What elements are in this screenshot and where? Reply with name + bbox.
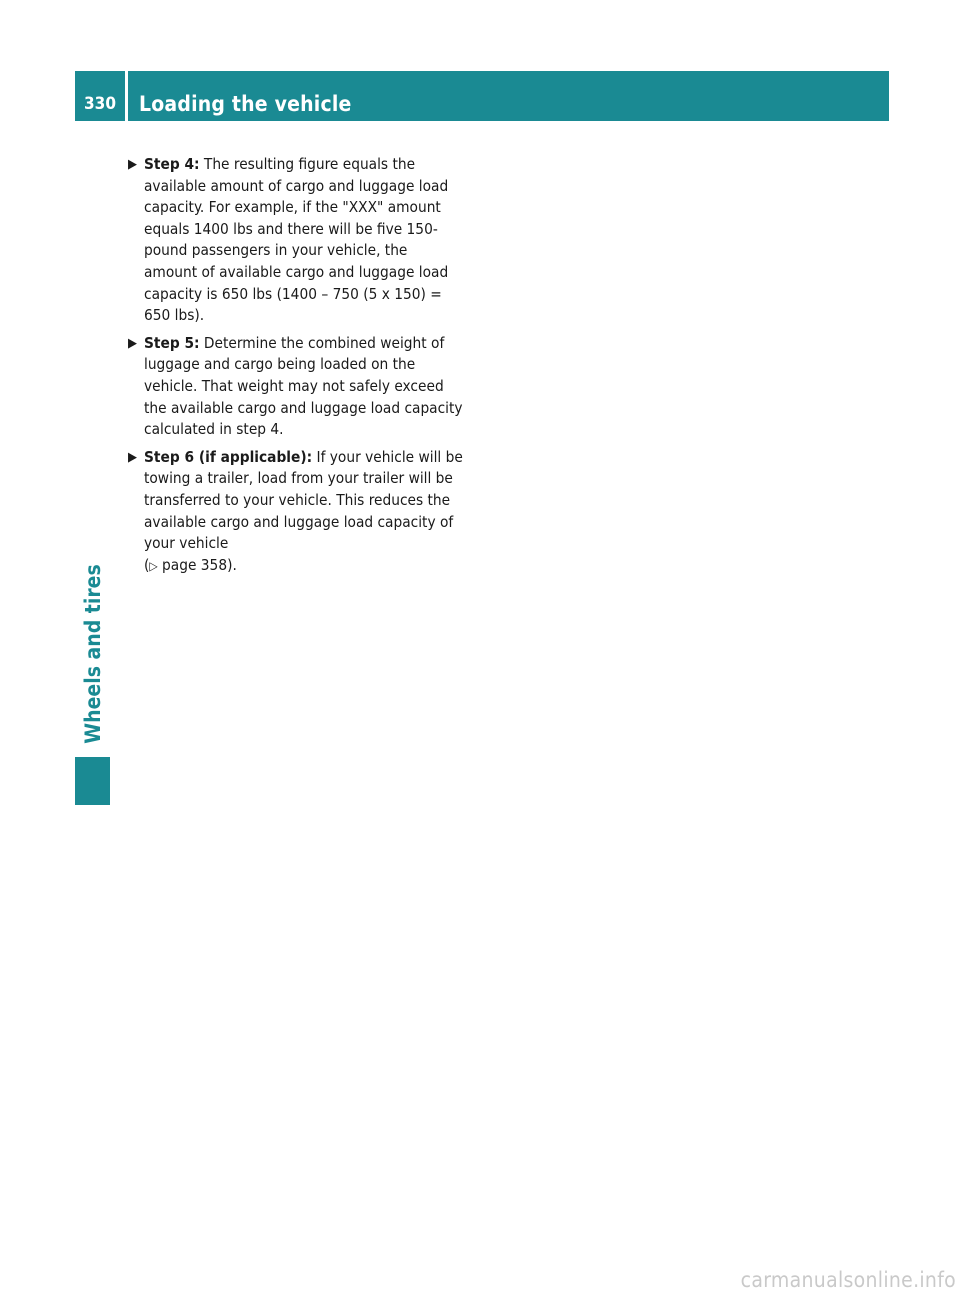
step-item (128, 154, 464, 327)
step-item (128, 333, 464, 441)
step-item (128, 447, 464, 578)
step-text: Determine the combined weight of luggage and cargo being loaded on the vehicle. That weight may not safely exceed the available cargo and luggage load capacity calculated in step 4. (144, 333, 463, 439)
header-divider (125, 71, 128, 121)
page-number: 330 (84, 94, 116, 114)
page-title: Loading the vehicle (139, 92, 352, 116)
step-text: The resulting figure equals the available amount of cargo and luggage load capacity. For example, if the "XXX" amount equals 1400 lbs and there will be five 150-pound passengers in your vehicle, the amount of available cargo and luggage load capacity is 650 lbs (1400 – 750 (5 x 150) = 650 lbs). (144, 155, 449, 325)
triangle-right-icon: ▶ (128, 157, 137, 172)
ref-open-paren: ( (144, 555, 150, 574)
triangle-outline-right-icon: ▷ (149, 558, 158, 573)
main-content (128, 154, 464, 583)
page-reference-link[interactable] (144, 556, 237, 574)
triangle-right-icon: ▶ (128, 335, 137, 351)
section-tab-label (75, 560, 110, 748)
section-tab-block (75, 757, 110, 805)
step-label: Step 4: (144, 155, 200, 173)
step-label: Step 6 (if applicable): (144, 447, 313, 466)
triangle-right-icon: ▶ (128, 449, 137, 465)
step-text: If your vehicle will be towing a trailer, load from your trailer will be transferred to your vehicle. This reduces the available cargo and luggage load capacity of your vehicle (144, 447, 463, 553)
watermark: carmanualsonline.info (740, 1268, 956, 1292)
ref-page-text: page 358). (157, 555, 237, 574)
section-label: Wheels and tires (80, 564, 105, 744)
step-label: Step 5: (144, 333, 200, 352)
